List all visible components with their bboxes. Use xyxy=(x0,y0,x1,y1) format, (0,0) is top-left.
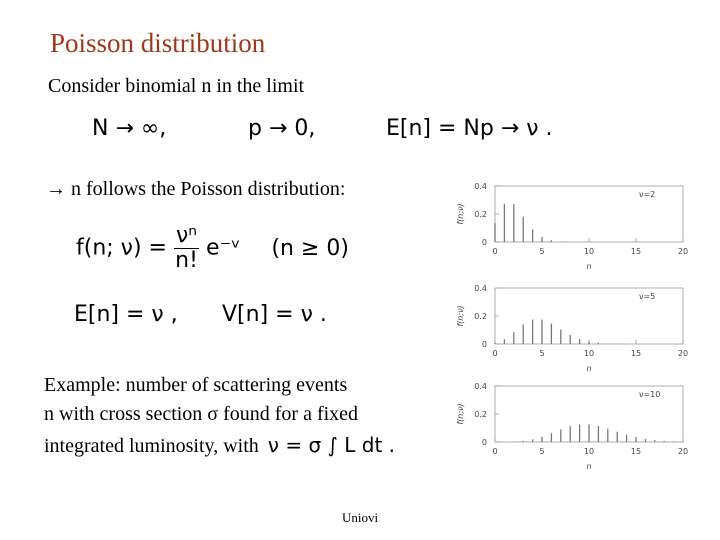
poisson-statement: → n follows the Poisson distribution: xyxy=(46,178,346,200)
y-tick-label: 0.4 xyxy=(474,182,487,191)
x-tick-label: 5 xyxy=(539,247,545,256)
pmf-condition: (n ≥ 0) xyxy=(271,235,349,261)
y-tick-label: 0 xyxy=(481,340,487,349)
poisson-plot-nu2 xyxy=(445,176,695,274)
x-tick-label: 10 xyxy=(583,447,595,456)
legend-label: ν=10 xyxy=(639,390,661,399)
poisson-plot-nu10 xyxy=(445,376,695,474)
y-tick-label: 0.2 xyxy=(474,210,487,219)
limit-N: N → ∞, xyxy=(92,116,167,141)
intro-text: Consider binomial n in the limit xyxy=(48,75,305,97)
pmf-numerator: νⁿ xyxy=(175,223,198,248)
x-axis-label: n xyxy=(586,462,592,471)
limit-expectation: E[n] = Np → ν . xyxy=(386,116,553,141)
y-tick-label: 0.4 xyxy=(474,284,487,293)
x-tick-label: 0 xyxy=(492,447,498,456)
x-tick-label: 20 xyxy=(677,447,689,456)
example-line-1: Example: number of scattering events xyxy=(44,374,348,396)
x-axis-label: n xyxy=(586,364,592,373)
x-tick-label: 5 xyxy=(539,447,545,456)
x-tick-label: 0 xyxy=(492,349,498,358)
y-tick-label: 0.2 xyxy=(474,312,487,321)
x-tick-label: 10 xyxy=(583,349,595,358)
x-tick-label: 15 xyxy=(630,349,642,358)
pmf-denominator: n! xyxy=(175,248,198,274)
example-line-2: n with cross section σ found for a fixed xyxy=(44,403,359,425)
y-tick-label: 0 xyxy=(481,438,487,447)
y-axis-label: f(n;ν) xyxy=(456,403,465,425)
poisson-plot-nu5 xyxy=(445,278,695,378)
x-tick-label: 15 xyxy=(630,247,642,256)
legend-label: ν=2 xyxy=(639,190,656,199)
example-line-3 xyxy=(44,433,395,458)
x-tick-label: 20 xyxy=(677,247,689,256)
pmf-exponential: e⁻ᵛ xyxy=(206,235,241,261)
legend-label: ν=5 xyxy=(639,292,656,301)
x-tick-label: 5 xyxy=(539,349,545,358)
luminosity-formula: ν = σ ∫ L dt . xyxy=(267,433,396,457)
y-axis-label: f(n;ν) xyxy=(456,203,465,225)
x-tick-label: 15 xyxy=(630,447,642,456)
pmf-fraction xyxy=(174,224,199,273)
footer-text: Uniovi xyxy=(341,510,379,525)
x-tick-label: 20 xyxy=(677,349,689,358)
limit-p: p → 0, xyxy=(248,116,316,141)
poisson-pmf xyxy=(76,224,349,273)
x-tick-label: 0 xyxy=(492,247,498,256)
x-axis-label: n xyxy=(586,262,592,271)
slide-title: Poisson distribution xyxy=(50,28,266,58)
poisson-variance: V[n] = ν . xyxy=(222,302,327,327)
x-tick-label: 10 xyxy=(583,247,595,256)
y-tick-label: 0.4 xyxy=(474,382,487,391)
y-tick-label: 0 xyxy=(481,238,487,247)
y-axis-label: f(n;ν) xyxy=(456,305,465,327)
y-tick-label: 0.2 xyxy=(474,410,487,419)
poisson-mean: E[n] = ν , xyxy=(74,302,178,327)
example-line-3-text: integrated luminosity, with xyxy=(44,435,259,457)
pmf-lhs: f(n; ν) = xyxy=(76,235,167,261)
